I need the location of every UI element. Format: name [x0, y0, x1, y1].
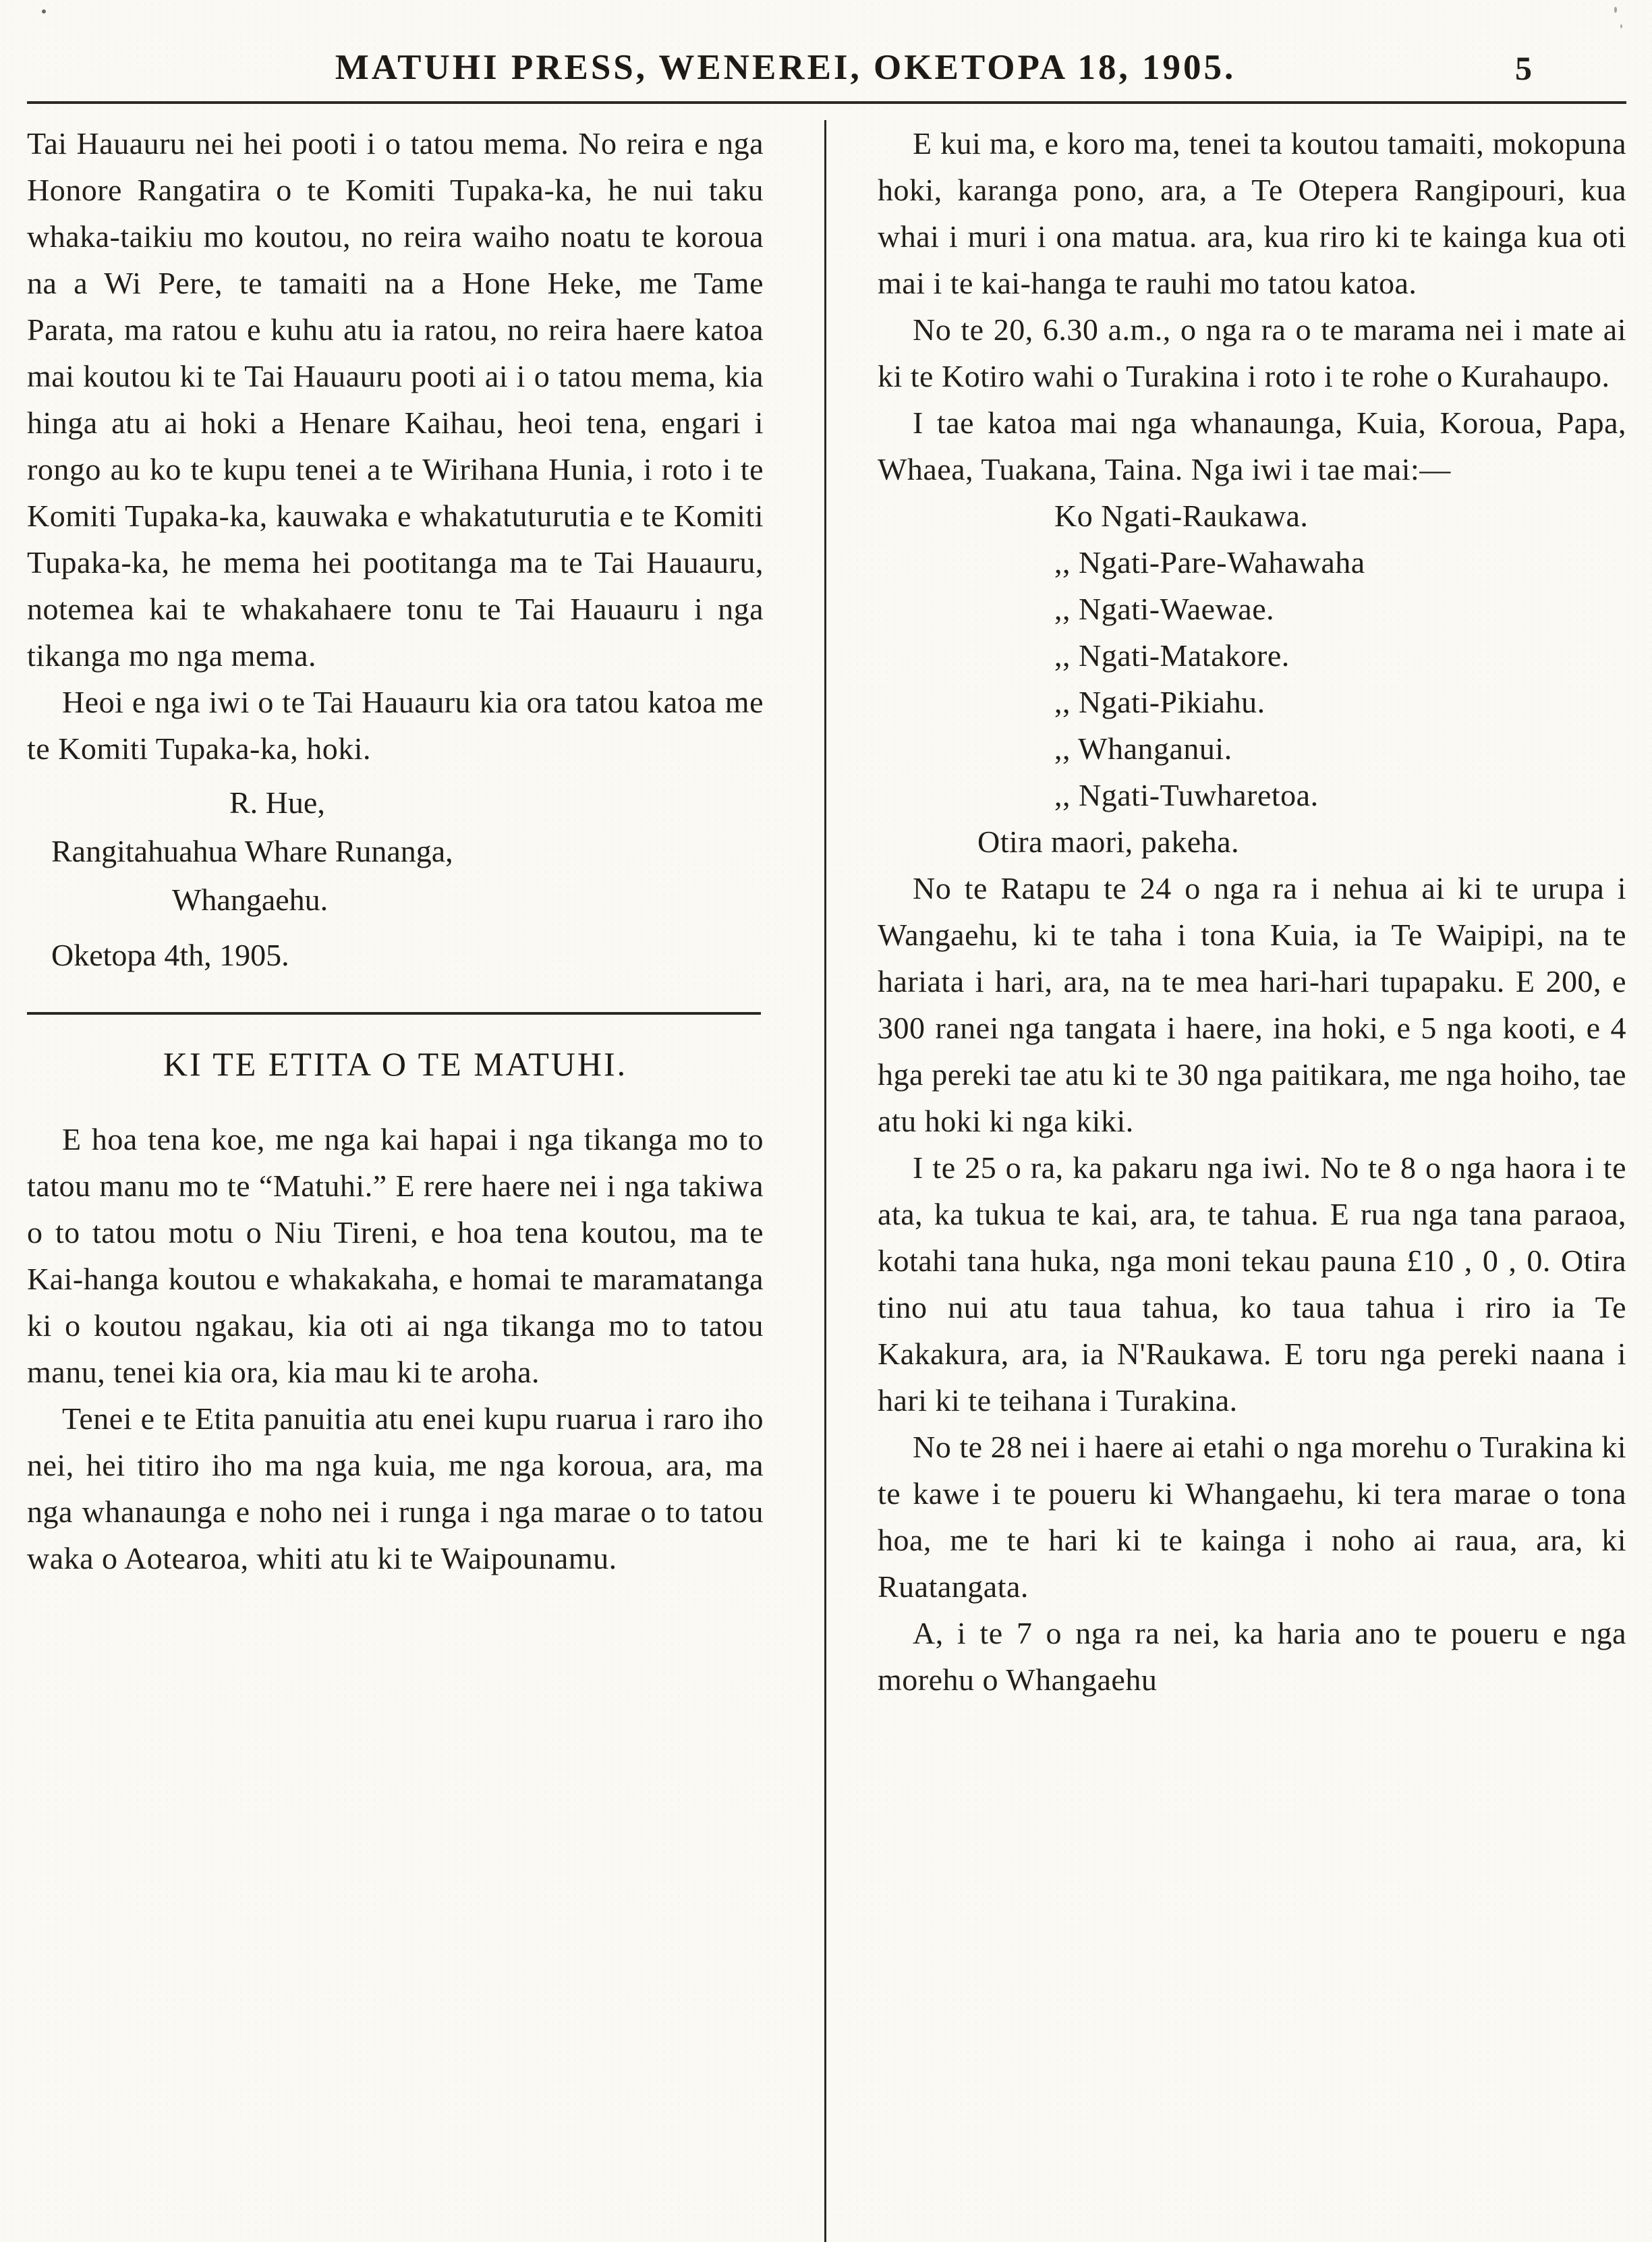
signature-place: Whangaehu. — [172, 882, 329, 917]
list-footer: Otira maori, pakeha. — [977, 824, 1240, 859]
header-rule — [27, 101, 1626, 104]
ink-speck — [1614, 7, 1617, 13]
paragraph: Tenei e te Etita panuitia atu enei kupu ruarua i raro iho nei, hei titiro iho ma nga kuia, me nga koroua, ara, ma nga whanaunga e noho nei i runga i nga marae o to tatou waka o Aotearoa, whiti atu ki te Waipounamu. — [27, 1401, 764, 1575]
column-gutter — [826, 120, 878, 2242]
left-column — [27, 120, 764, 2242]
paragraph: No te 20, 6.30 a.m., o nga ra o te marama nei i mate ai ki te Kotiro wahi o Turakina i roto i te rohe o Kurahaupo. — [878, 312, 1626, 393]
list-item: Ko Ngati-Raukawa. — [1054, 499, 1309, 533]
page-number: 5 — [1515, 49, 1532, 87]
paragraph: No te Ratapu te 24 o nga ra i nehua ai ki te urupa i Wangaehu, ki te taha i tona Kuia, ia Te Waipipi, na te hariata i hari, ara, na te mea hari-hari tupapaku. E 200, e 300 ranei nga tangata i haere, ina hoki, e 5 nga kooti, e 4 hga pereki tae atu ki te 30 nga paitikara, me nga hoiho, tae atu hoki ki nga kiki. — [878, 871, 1626, 1138]
list-item: ,, Whanganui. — [1054, 731, 1232, 766]
paragraph: A, i te 7 o nga ra nei, ka haria ano te poueru e nga morehu o Whangaehu — [878, 1616, 1626, 1697]
section-divider-rule — [27, 1012, 761, 1015]
iwi-list — [878, 493, 1626, 818]
paragraph: E hoa tena koe, me nga kai hapai i nga tikanga mo to tatou manu mo te “Matuhi.” E rere haere nei i nga takiwa o to tatou motu o Niu Tireni, e hoa tena koutou, ma te Kai-hanga koutou e whakakaha, e homai te maramatanga ki o koutou ngakau, kia oti ai nga tikanga mo to tatou manu, tenei kia ora, kia mau ki te aroha. — [27, 1122, 764, 1389]
list-item: ,, Ngati-Matakore. — [1054, 638, 1290, 673]
ink-speck — [42, 9, 46, 13]
paragraph: E kui ma, e koro ma, tenei ta koutou tamaiti, mokopuna hoki, karanga pono, ara, a Te Otepera Rangipouri, kua whai i muri i ona matua. ara, kua riro ki te kainga kua oti mai i te kai-hanga te rauhi mo tatou katoa. — [878, 126, 1626, 300]
right-column — [878, 120, 1626, 2242]
signature-name: R. Hue, — [229, 785, 325, 820]
signature-date: Oketopa 4th, 1905. — [51, 938, 289, 972]
section-heading: KI TE ETITA O TE MATUHI. — [163, 1045, 628, 1083]
list-item: ,, Ngati-Tuwharetoa. — [1054, 778, 1319, 812]
list-item: ,, Ngati-Waewae. — [1054, 592, 1275, 626]
list-item: ,, Ngati-Pikiahu. — [1054, 685, 1265, 719]
signature-title: Rangitahuahua Whare Runanga, — [51, 834, 453, 868]
masthead-title: MATUHI PRESS, WENEREI, OKETOPA 18, 1905. — [335, 48, 1236, 87]
paragraph: I te 25 o ra, ka pakaru nga iwi. No te 8 o nga haora i te ata, ka tukua te kai, ara, te tahua. E rua nga tana paraoa, kotahi tana huka, nga moni tekau pauna £10 , 0 , 0. Otira tino nui atu taua tahua, ko taua tahua i riro ia Te Kakakura, ara, ia N'Raukawa. E toru nga pereki naana i hari ki te teihana i Turakina. — [878, 1150, 1626, 1418]
paragraph: I tae katoa mai nga whanaunga, Kuia, Koroua, Papa, Whaea, Tuakana, Taina. Nga iwi i tae mai:— — [878, 405, 1626, 486]
paragraph: Tai Hauauru nei hei pooti i o tatou mema. No reira e nga Honore Rangatira o te Komiti Tupaka-ka, he nui taku whaka-taikiu mo koutou, no reira waiho noatu te koroua na a Wi Pere, te tamaiti na a Hone Heke, me Tame Parata, ma ratou e kuhu atu ia ratou, no reira haere katoa mai koutou ki te Tai Hauauru pooti ai i o tatou mema, kia hinga atu ai hoki a Henare Kaihau, heoi tena, engari i rongo au ko te kupu tenei a te Wirihana Hunia, i roto i te Komiti Tupaka-ka, kauwaka e whakatuturutia e te Komiti Tupaka-ka, he mema hei pootitanga ma te Tai Hauauru, notemea kai te whakahaere tonu te Tai Hauauru i nga tikanga mo nga mema. — [27, 126, 764, 673]
paragraph: Heoi e nga iwi o te Tai Hauauru kia ora tatou katoa me te Komiti Tupaka-ka, hoki. — [27, 685, 764, 766]
column-gutter — [764, 120, 824, 2242]
page-header — [0, 47, 1652, 92]
columns — [27, 120, 1626, 2242]
paragraph: No te 28 nei i haere ai etahi o nga morehu o Turakina ki te kawe i te poueru ki Whangaehu, ki tera marae o tona hoa, me te hari ki te kainga i noho ai raua, ara, ki Ruatangata. — [878, 1430, 1626, 1604]
ink-speck — [1620, 24, 1622, 28]
list-item: ,, Ngati-Pare-Wahawaha — [1054, 545, 1365, 580]
